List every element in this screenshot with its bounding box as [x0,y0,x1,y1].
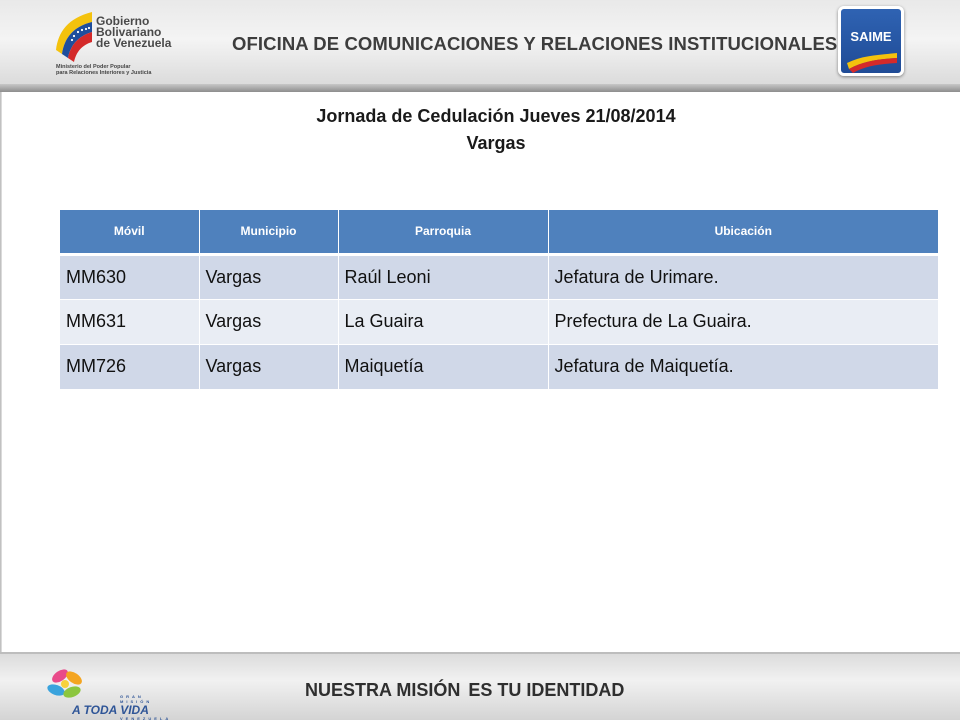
document-title: Jornada de Cedulación Jueves 21/08/2014 [316,106,676,126]
column-header-municipio: Municipio [199,210,338,254]
venezuela-flag-icon [52,10,96,66]
table-header-row [60,210,938,254]
gran-mision-logo [46,666,172,720]
column-header-movil: Móvil [60,210,199,254]
ministry-line-1: Ministerio del Poder Popular [56,64,131,70]
saime-logo [838,6,904,76]
saime-swoosh-icon [845,49,899,73]
document-title-block [190,103,802,157]
column-header-parroquia: Parroquia [338,210,548,254]
cell-municipio: Vargas [199,344,338,389]
government-logo [52,8,222,78]
slogan-part-1: NUESTRA MISIÓN [305,680,461,700]
office-title: OFICINA DE COMUNICACIONES Y RELACIONES INSTITUCIONALES [232,33,838,54]
schedule-table [60,210,938,390]
cell-movil: MM630 [60,254,199,299]
gov-line-1: Gobierno [96,14,150,28]
cell-municipio: Vargas [199,254,338,299]
cell-municipio: Vargas [199,299,338,344]
left-margin-rule [0,92,2,652]
document-subtitle: Vargas [466,133,526,153]
table-row [60,299,938,344]
footer-slogan [305,680,624,701]
gov-line-2: Bolivariano [96,25,162,39]
gran-mision-main-text: A TODA VIDA [72,703,149,717]
cell-movil: MM726 [60,344,199,389]
table-row [60,344,938,389]
slogan-part-2: ES TU IDENTIDAD [468,680,625,700]
ministry-text [56,64,226,76]
cell-parroquia: Raúl Leoni [338,254,548,299]
gov-line-3: de Venezuela [96,36,172,50]
gran-mision-bottom-text: VENEZUELA [120,716,172,720]
government-logo-text [96,16,226,49]
saime-label: SAIME [850,29,892,44]
flower-petals-icon [46,666,86,706]
cell-ubicacion: Prefectura de La Guaira. [548,299,938,344]
header-band [0,0,960,88]
gran-mision-top-text: GRAN MISIÓN [120,694,153,704]
cell-movil: MM631 [60,299,199,344]
footer-band [0,652,960,720]
cell-parroquia: Maiquetía [338,344,548,389]
column-header-ubicacion: Ubicación [548,210,938,254]
cell-parroquia: La Guaira [338,299,548,344]
cell-ubicacion: Jefatura de Maiquetía. [548,344,938,389]
header-divider [0,84,960,92]
ministry-line-2: para Relaciones Interiores y Justicia [56,70,152,76]
cell-ubicacion: Jefatura de Urimare. [548,254,938,299]
table-row [60,254,938,299]
